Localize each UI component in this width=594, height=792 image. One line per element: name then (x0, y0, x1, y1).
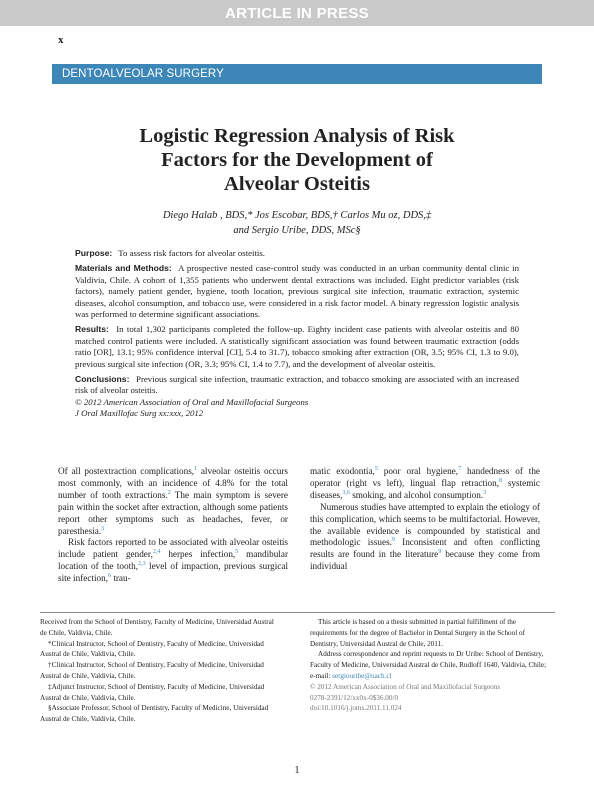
abstract (75, 248, 519, 420)
body-text: Risk factors reported to be associated with alveolar osteitis include patient gender, (58, 537, 288, 560)
body-paragraph (310, 466, 540, 502)
address-text: Address correspondence and reprint requests to Dr Uribe: School of Dentistry, Faculty of Medicine, Universidad Austral de Chile, Rudloff 1640, Valdivia, Chile; e-mail: (310, 650, 547, 680)
author-list (60, 208, 534, 238)
purpose-text: To assess risk factors for alveolar osteitis. (118, 248, 265, 258)
affiliation-author-1: *Clinical Instructor, School of Dentistry, Faculty of Medicine, Universidad Austral de Chile, Valdivia, Chile. (40, 639, 264, 659)
title-line-2: Factors for the Development of (161, 149, 433, 171)
issn-code: 0278-2391/12/xx0x-0$36.00/0 (310, 693, 399, 702)
affiliation-received: Received from the School of Dentistry, Faculty of Medicine, Universidad Austral de Chile, Valdivia, Chile. (40, 618, 274, 637)
affiliations-footnote (40, 617, 280, 725)
reference-link[interactable]: 2,3 (138, 561, 146, 568)
journal-citation: J Oral Maxillofac Surg xx:xxx, 2012 (75, 408, 204, 419)
methods-text: A prospective nested case-control study was conducted in an urban community dental clinic in Valdivia, Chile. A cohort of 1,355 patients who underwent dental extractions was included. Eight predictor variables (risk factors), namely patient gender, hygiene, tooth location, previous surgical site infection, traumatic extraction, systemic diseases, alcohol consumption, and tobacco use, were considered in a risk factor model. A binary regression logistic analysis was performed to determine significant associations. (75, 263, 519, 320)
reference-link[interactable]: 2 (167, 489, 171, 496)
reference-link[interactable]: 9 (391, 537, 395, 544)
title-line-3: Alveolar Osteitis (224, 173, 370, 195)
reference-link[interactable]: 5 (374, 465, 378, 472)
reference-link[interactable]: 6 (108, 573, 112, 580)
section-label: DENTOALVEOLAR SURGERY (62, 68, 224, 80)
title-line-1: Logistic Regression Analysis of Risk (139, 125, 455, 147)
affiliation-author-3: ‡Adjunct Instructor, School of Dentistry, Faculty of Medicine, Universidad Austral de Chile, Valdivia, Chile. (40, 682, 265, 702)
body-paragraph (310, 502, 540, 573)
body-text: poor oral hygiene, (377, 466, 459, 476)
reference-link[interactable]: 8 (499, 477, 503, 484)
authors-line-1: Diego Halab , BDS,* Jos Escobar, BDS,† Carlos Mu oz, DDS,‡ (162, 210, 432, 221)
section-header-bar (52, 64, 542, 84)
affiliation-author-2: †Clinical Instructor, School of Dentistry, Faculty of Medicine, Universidad Austral de Chile, Valdivia, Chile. (40, 661, 264, 680)
body-column-right (310, 466, 540, 573)
purpose-label: Purpose: (75, 248, 113, 258)
body-text: herpes infection, (160, 549, 236, 560)
abstract-methods (75, 263, 519, 320)
body-text: systemic diseases, (310, 477, 540, 500)
reference-link[interactable]: 2,4 (152, 549, 161, 556)
body-text: smoking, and alcohol consumption. (349, 489, 484, 500)
body-text: matic exodontia, (310, 466, 375, 476)
body-paragraph (58, 466, 288, 537)
body-text: mandibular location of the tooth, (58, 549, 289, 572)
conclusions-label: Conclusions: (75, 374, 130, 385)
body-paragraph (58, 537, 288, 585)
article-title (60, 124, 534, 196)
body-text: Numerous studies have attempted to explain the etiology of this complication, which seems to be multifactorial. However, the available evidence is compounded by statistical and methodologic issues. (310, 501, 540, 548)
abstract-results (75, 324, 519, 370)
reference-link[interactable]: 5 (235, 549, 239, 556)
footnote-copyright: © 2012 American Association of Oral and Maxillofacial Surgeons (310, 682, 501, 691)
body-text: handedness of the operator (right vs left), lingual flap retraction, (310, 466, 540, 488)
reference-link[interactable]: 1 (194, 465, 198, 472)
methods-label: Materials and Methods: (75, 263, 172, 274)
results-text: In total 1,302 participants completed the follow-up. Eighty incident case patients with alveolar osteitis and 80 matched control patients were included. A statistically significant association was found between traumatic extraction (odds ratio [OR], 13.1; 95% confidence interval [CI], 5.4 to 31.7), tobacco smoking after extraction (OR, 3.5; 95% CI, 1.3 to 9.0), previous surgical site infection (OR, 3.3; 95% CI, 1.4 to 7.7), and the development of alveolar osteitis. (75, 324, 520, 369)
body-text: alveolar osteitis occurs most commonly, with an incidence of 4.8% for the total number of tooth extractions. (58, 466, 288, 500)
conclusions-text: Previous surgical site infection, traumatic extraction, and tobacco smoking are associated with an increased risk of alveolar osteitis. (75, 374, 520, 396)
reference-link[interactable]: 3 (101, 525, 105, 532)
body-text: Inconsistent and often conflicting results are found in the literature (310, 537, 540, 560)
reference-link[interactable]: 3,6 (342, 489, 350, 496)
body-text: level of impaction, previous surgical site infection, (58, 561, 288, 584)
email-link[interactable]: sergiouribe@uach.cl (332, 671, 392, 680)
reference-link[interactable]: 9 (438, 549, 442, 556)
body-text: trau- (111, 573, 131, 584)
page-marker: x (58, 34, 64, 46)
correspondence-address (310, 649, 550, 681)
abstract-purpose (75, 248, 519, 259)
body-column-left (58, 466, 288, 585)
abstract-copyright: © 2012 American Association of Oral and Maxillofacial Surgeons (75, 396, 309, 407)
authors-line-2: and Sergio Uribe, DDS, MSc§ (233, 225, 361, 236)
reference-link[interactable]: 3 (483, 489, 487, 496)
body-text: The main symptom is severe pain within the socket after extraction, although some patients report other symptoms such as headaches, fever, or paresthesia. (58, 489, 288, 536)
body-text: Of all postextraction complications, (58, 466, 195, 476)
correspondence-footnote (310, 617, 550, 714)
results-label: Results: (75, 324, 109, 335)
article-in-press-banner (0, 0, 594, 26)
reference-link[interactable]: 7 (458, 465, 462, 472)
body-text: because they come from individual (310, 549, 540, 572)
affiliation-author-4: §Associate Professor, School of Dentistry, Faculty of Medicine, Universidad Austral de Chile, Valdivia, Chile. (40, 704, 269, 724)
page-number: 1 (294, 765, 300, 776)
footnote-divider (40, 612, 555, 613)
thesis-note: This article is based on a thesis submitted in partial fulfillment of the requirements for the degree of Bachelor in Dental Surgery in the School of Dentistry, Universidad Austral de Chile, 2011. (310, 618, 526, 648)
doi-link[interactable]: doi:10.1016/j.joms.2011.11.024 (310, 704, 402, 713)
abstract-conclusions (75, 374, 519, 397)
banner-text: ARTICLE IN PRESS (225, 4, 369, 22)
